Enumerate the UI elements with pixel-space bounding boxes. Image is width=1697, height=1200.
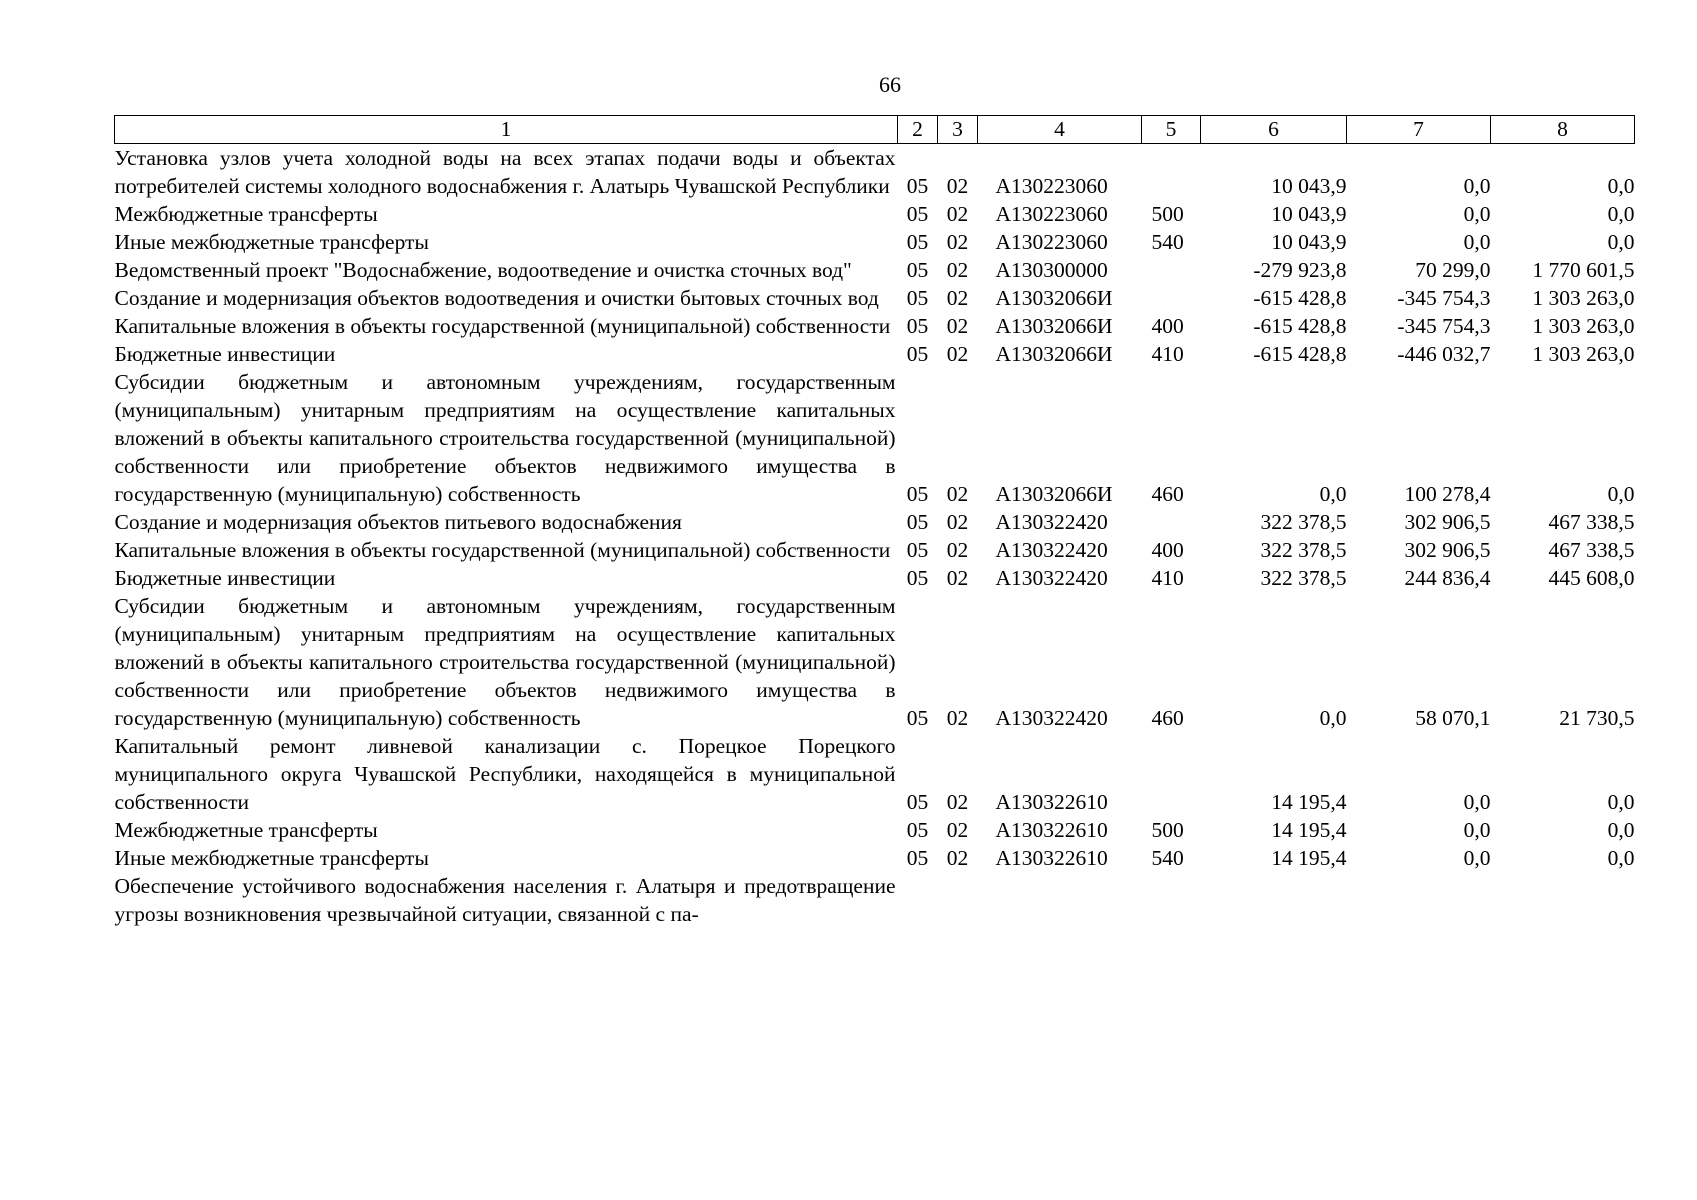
- amount-col8: 0,0: [1607, 846, 1635, 870]
- expense-type-code: 500: [1151, 202, 1184, 226]
- table-row: [115, 592, 1635, 732]
- amount-col6: [1201, 872, 1347, 928]
- table-body: [115, 144, 1635, 929]
- budget-table: [114, 115, 1635, 928]
- column-header: 5: [1142, 116, 1201, 144]
- section-code: 05: [906, 202, 929, 226]
- amount-col8: 1 770 601,5: [1532, 258, 1635, 282]
- amount-col6: 322 378,5: [1260, 510, 1347, 534]
- section-code: 05: [906, 482, 929, 506]
- amount-col6: 10 043,9: [1271, 202, 1347, 226]
- table-row: [115, 200, 1635, 228]
- expense-type-code: [1142, 732, 1201, 816]
- item-name: Иные межбюджетные трансферты: [114, 846, 429, 870]
- subsection-code: 02: [946, 482, 969, 506]
- section-code: 05: [906, 174, 929, 198]
- column-header: 2: [898, 116, 938, 144]
- table-row: [115, 816, 1635, 844]
- header-row: [115, 116, 1635, 144]
- section-code: 05: [906, 846, 929, 870]
- target-article-code: А130322610: [995, 818, 1108, 842]
- target-article-code: А130322420: [995, 510, 1108, 534]
- item-name: Субсидии бюджетным и автономным учреждениям, государственным (муниципальным) унитарным предприятиям на осуществление капитальных вложений в объекты капитального строительства государственной (муниципальной) собственности или приобретение объектов недвижимого имущества в государственную (муниципальную) собственность: [114, 594, 896, 730]
- subsection-code: 02: [946, 258, 969, 282]
- amount-col8: 467 338,5: [1548, 538, 1635, 562]
- section-code: 05: [906, 286, 929, 310]
- amount-col7: [1347, 872, 1491, 928]
- table-row: [115, 536, 1635, 564]
- expense-type-code: [1142, 508, 1201, 536]
- amount-col8: 0,0: [1607, 230, 1635, 254]
- expense-type-code: 410: [1151, 342, 1184, 366]
- expense-type-code: 500: [1151, 818, 1184, 842]
- expense-type-code: 410: [1151, 566, 1184, 590]
- amount-col6: 0,0: [1319, 706, 1347, 730]
- amount-col7: 58 070,1: [1415, 706, 1491, 730]
- subsection-code: 02: [946, 342, 969, 366]
- target-article-code: А13032066И: [995, 286, 1113, 310]
- target-article-code: А13032066И: [995, 314, 1113, 338]
- amount-col6: 0,0: [1319, 482, 1347, 506]
- amount-col8: 0,0: [1607, 482, 1635, 506]
- target-article-code: А130300000: [995, 258, 1108, 282]
- amount-col8: 445 608,0: [1548, 566, 1635, 590]
- item-name: Капитальные вложения в объекты государственной (муниципальной) собственности: [114, 538, 891, 562]
- item-name: Бюджетные инвестиции: [114, 566, 336, 590]
- section-code: [898, 872, 938, 928]
- subsection-code: 02: [946, 818, 969, 842]
- section-code: 05: [906, 538, 929, 562]
- amount-col8: 0,0: [1607, 202, 1635, 226]
- amount-col7: -345 754,3: [1397, 286, 1491, 310]
- subsection-code: 02: [946, 174, 969, 198]
- table-row: [115, 564, 1635, 592]
- item-name: Ведомственный проект "Водоснабжение, водоотведение и очистка сточных вод": [114, 258, 852, 282]
- item-name: Капитальный ремонт ливневой канализации с. Порецкое Порецкого муниципального округа Чувашской Республики, находящейся в муниципальной собственности: [114, 734, 896, 814]
- table-row: [115, 256, 1635, 284]
- subsection-code: [938, 872, 978, 928]
- subsection-code: 02: [946, 566, 969, 590]
- column-header: 6: [1201, 116, 1347, 144]
- table-row: [115, 368, 1635, 508]
- amount-col7: 0,0: [1463, 818, 1491, 842]
- amount-col6: 322 378,5: [1260, 538, 1347, 562]
- subsection-code: 02: [946, 286, 969, 310]
- target-article-code: А130322420: [995, 538, 1108, 562]
- amount-col8: 1 303 263,0: [1532, 314, 1635, 338]
- target-article-code: А130223060: [995, 230, 1108, 254]
- column-header: 8: [1491, 116, 1635, 144]
- target-article-code: А130322610: [995, 790, 1108, 814]
- table-row: [115, 844, 1635, 872]
- expense-type-code: [1142, 872, 1201, 928]
- column-header: 7: [1347, 116, 1491, 144]
- table-row: [115, 228, 1635, 256]
- amount-col7: 244 836,4: [1404, 566, 1491, 590]
- amount-col8: 1 303 263,0: [1532, 342, 1635, 366]
- amount-col7: 0,0: [1463, 790, 1491, 814]
- target-article-code: А130223060: [995, 174, 1108, 198]
- expense-type-code: [1142, 284, 1201, 312]
- amount-col6: 10 043,9: [1271, 230, 1347, 254]
- amount-col6: -279 923,8: [1253, 258, 1347, 282]
- amount-col6: 14 195,4: [1271, 790, 1347, 814]
- subsection-code: 02: [946, 510, 969, 534]
- amount-col6: 322 378,5: [1260, 566, 1347, 590]
- item-name: Создание и модернизация объектов водоотведения и очистки бытовых сточных вод: [114, 286, 879, 310]
- expense-type-code: 540: [1151, 846, 1184, 870]
- table-row: [115, 508, 1635, 536]
- section-code: 05: [906, 566, 929, 590]
- table-row: [115, 872, 1635, 928]
- expense-type-code: [1142, 256, 1201, 284]
- subsection-code: 02: [946, 314, 969, 338]
- page-number: 66: [879, 72, 901, 97]
- amount-col8: 1 303 263,0: [1532, 286, 1635, 310]
- table-row: [115, 144, 1635, 201]
- amount-col8: [1491, 872, 1635, 928]
- target-article-code: А130322420: [995, 566, 1108, 590]
- section-code: 05: [906, 230, 929, 254]
- expense-type-code: 540: [1151, 230, 1184, 254]
- subsection-code: 02: [946, 706, 969, 730]
- amount-col7: 0,0: [1463, 846, 1491, 870]
- amount-col6: -615 428,8: [1253, 342, 1347, 366]
- amount-col6: 10 043,9: [1271, 174, 1347, 198]
- amount-col7: 100 278,4: [1404, 482, 1491, 506]
- item-name: Обеспечение устойчивого водоснабжения населения г. Алатыря и предотвращение угрозы возникновения чрезвычайной ситуации, связанной с па-: [114, 874, 896, 926]
- expense-type-code: [1142, 144, 1201, 201]
- item-name: Создание и модернизация объектов питьевого водоснабжения: [114, 510, 682, 534]
- amount-col8: 0,0: [1607, 790, 1635, 814]
- amount-col7: 302 906,5: [1404, 538, 1491, 562]
- section-code: 05: [906, 258, 929, 282]
- amount-col7: -345 754,3: [1397, 314, 1491, 338]
- section-code: 05: [906, 706, 929, 730]
- subsection-code: 02: [946, 230, 969, 254]
- target-article-code: А130223060: [995, 202, 1108, 226]
- item-name: Иные межбюджетные трансферты: [114, 230, 429, 254]
- amount-col8: 467 338,5: [1548, 510, 1635, 534]
- column-header: 4: [978, 116, 1142, 144]
- amount-col8: 0,0: [1607, 818, 1635, 842]
- item-name: Бюджетные инвестиции: [114, 342, 336, 366]
- amount-col6: -615 428,8: [1253, 286, 1347, 310]
- section-code: 05: [906, 790, 929, 814]
- item-name: Установка узлов учета холодной воды на всех этапах подачи воды и объектах потребителей системы холодного водоснабжения г. Алатырь Чувашской Республики: [114, 146, 896, 198]
- expense-type-code: 400: [1151, 538, 1184, 562]
- amount-col6: 14 195,4: [1271, 846, 1347, 870]
- table-row: [115, 732, 1635, 816]
- item-name: Капитальные вложения в объекты государственной (муниципальной) собственности: [114, 314, 891, 338]
- item-name: Межбюджетные трансферты: [114, 818, 378, 842]
- expense-type-code: 460: [1151, 482, 1184, 506]
- section-code: 05: [906, 314, 929, 338]
- section-code: 05: [906, 510, 929, 534]
- item-name: Межбюджетные трансферты: [114, 202, 378, 226]
- amount-col8: 0,0: [1607, 174, 1635, 198]
- table-row: [115, 284, 1635, 312]
- amount-col7: 70 299,0: [1415, 258, 1491, 282]
- amount-col8: 21 730,5: [1559, 706, 1635, 730]
- amount-col6: -615 428,8: [1253, 314, 1347, 338]
- table-row: [115, 312, 1635, 340]
- subsection-code: 02: [946, 790, 969, 814]
- amount-col6: 14 195,4: [1271, 818, 1347, 842]
- column-header: 3: [938, 116, 978, 144]
- target-article-code: А13032066И: [995, 482, 1113, 506]
- table-row: [115, 340, 1635, 368]
- subsection-code: 02: [946, 538, 969, 562]
- amount-col7: 302 906,5: [1404, 510, 1491, 534]
- target-article-code: А130322610: [995, 846, 1108, 870]
- section-code: 05: [906, 818, 929, 842]
- amount-col7: 0,0: [1463, 230, 1491, 254]
- target-article-code: А13032066И: [995, 342, 1113, 366]
- subsection-code: 02: [946, 846, 969, 870]
- amount-col7: 0,0: [1463, 174, 1491, 198]
- expense-type-code: 460: [1151, 706, 1184, 730]
- expense-type-code: 400: [1151, 314, 1184, 338]
- amount-col7: 0,0: [1463, 202, 1491, 226]
- column-header: 1: [115, 116, 898, 144]
- subsection-code: 02: [946, 202, 969, 226]
- item-name: Субсидии бюджетным и автономным учреждениям, государственным (муниципальным) унитарным предприятиям на осуществление капитальных вложений в объекты капитального строительства государственной (муниципальной) собственности или приобретение объектов недвижимого имущества в государственную (муниципальную) собственность: [114, 370, 896, 506]
- amount-col7: -446 032,7: [1397, 342, 1491, 366]
- target-article-code: А130322420: [995, 706, 1108, 730]
- target-article-code: [978, 872, 1142, 928]
- section-code: 05: [906, 342, 929, 366]
